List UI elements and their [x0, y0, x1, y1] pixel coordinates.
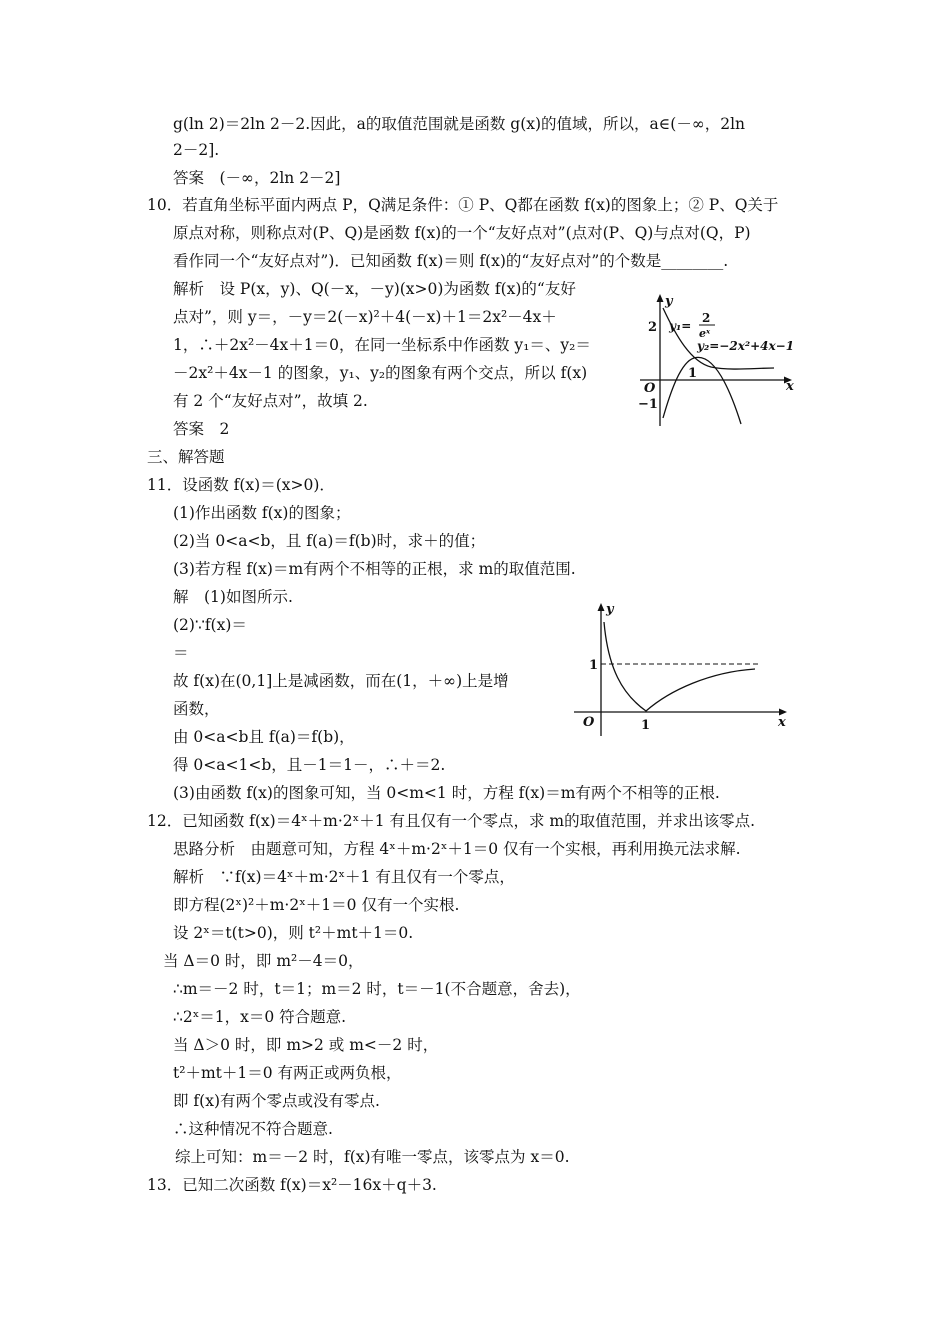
- text-line: g(ln 2)＝2ln 2－2.因此，a的取值范围就是函数 g(x)的值域，所以，a∈(－∞，2ln: [173, 115, 746, 133]
- text-line: 看作同一个“友好点对”)．已知函数 f(x)＝则 f(x)的“友好点对”的个数是________.: [173, 252, 729, 270]
- text-line: 2－2].: [173, 141, 220, 159]
- x-axis-label: x: [786, 379, 794, 394]
- curve-f: [604, 622, 755, 711]
- text-line: 有 2 个“友好点对”，故填 2.: [173, 392, 368, 410]
- origin-label: O: [583, 715, 595, 730]
- label-y2: y₂=−2x²+4x−1: [697, 339, 795, 353]
- text-line: (3)由函数 f(x)的图象可知，当 0<m<1 时，方程 f(x)＝m有两个不相等的正根.: [173, 784, 720, 802]
- text-line: 即方程(2ˣ)²＋m·2ˣ＋1＝0 仅有一个实根.: [173, 896, 460, 914]
- text-line: 综上可知：m＝－2 时，f(x)有唯一零点，该零点为 x＝0.: [175, 1148, 570, 1166]
- text-line: (2)当 0<a<b，且 f(a)＝f(b)时，求＋的值；: [173, 532, 486, 550]
- text-line: ＝: [173, 644, 189, 662]
- x-axis-label: x: [778, 715, 786, 730]
- figure-problem-11: [570, 598, 795, 738]
- origin-label: O: [644, 381, 656, 396]
- text-line: (2)∵f(x)＝: [173, 616, 247, 634]
- text-line: 10．若直角坐标平面内两点 P，Q满足条件：① P、Q都在函数 f(x)的图象上；② P、Q关于: [147, 196, 779, 214]
- label-y1-numerator: 2: [702, 311, 711, 325]
- text-line: ∴2ˣ＝1，x＝0 符合题意.: [173, 1008, 347, 1026]
- tick-y-minus1: −1: [638, 397, 658, 412]
- text-line: 由 0<a<b且 f(a)＝f(b)，: [173, 728, 355, 746]
- text-line: 设 2ˣ＝t(t>0)，则 t²＋mt＋1＝0.: [173, 924, 414, 942]
- tick-x-1: 1: [641, 718, 651, 733]
- y-axis-arrow: [657, 294, 664, 302]
- text-line: 三、解答题: [147, 448, 225, 466]
- text-line: 函数，: [173, 700, 220, 718]
- text-line: 当 Δ＝0 时，即 m²－4＝0，: [163, 952, 364, 970]
- y-axis-arrow: [598, 603, 605, 611]
- text-line: 得 0<a<1<b，且－1＝1－，∴＋＝2.: [173, 756, 446, 774]
- tick-x-1: 1: [688, 366, 698, 381]
- y-axis-label: y: [665, 294, 673, 309]
- text-line: 原点对称，则称点对(P、Q)是函数 f(x)的一个“友好点对”(点对(P、Q)与点对(Q，P): [173, 224, 751, 242]
- text-line: 思路分析 由题意可知，方程 4ˣ＋m·2ˣ＋1＝0 仅有一个实根，再利用换元法求解.: [173, 840, 741, 858]
- text-line: ∴m＝－2 时，t＝1；m＝2 时，t＝－1(不合题意，舍去)，: [173, 980, 581, 998]
- text-line: 12．已知函数 f(x)＝4ˣ＋m·2ˣ＋1 有且仅有一个零点，求 m的取值范围，并求出该零点.: [147, 812, 756, 830]
- text-line: t²＋mt＋1＝0 有两正或两负根，: [173, 1064, 402, 1082]
- text-line: 即 f(x)有两个零点或没有零点.: [173, 1092, 380, 1110]
- text-line: 11．设函数 f(x)＝(x>0)．: [147, 476, 335, 494]
- text-line: －2x²＋4x－1 的图象，y₁、y₂的图象有两个交点，所以 f(x): [173, 364, 588, 382]
- text-line: ∴这种情况不符合题意.: [173, 1120, 333, 1138]
- label-y1: y₁=: [669, 319, 692, 333]
- text-line: 解析 设 P(x，y)、Q(－x，－y)(x>0)为函数 f(x)的“友好: [173, 280, 576, 298]
- text-line: 故 f(x)在(0,1]上是减函数，而在(1，＋∞)上是增: [173, 672, 509, 690]
- y-axis-label: y: [606, 602, 614, 617]
- text-line: 1，∴＋2x²－4x＋1＝0，在同一坐标系中作函数 y₁＝、y₂＝: [173, 336, 591, 354]
- text-line: 13．已知二次函数 f(x)＝x²－16x＋q＋3.: [147, 1176, 437, 1194]
- text-line: 点对”，则 y＝，－y＝2(－x)²＋4(－x)＋1＝2x²－4x＋: [173, 308, 557, 326]
- text-line: (1)作出函数 f(x)的图象；: [173, 504, 351, 522]
- text-line: (3)若方程 f(x)＝m有两个不相等的正根，求 m的取值范围.: [173, 560, 576, 578]
- text-line: 解析 ∵f(x)＝4ˣ＋m·2ˣ＋1 有且仅有一个零点，: [173, 868, 515, 886]
- text-line: 答案 2: [173, 420, 230, 438]
- tick-y-1: 1: [589, 658, 599, 673]
- label-y1-denominator: eˣ: [699, 327, 711, 340]
- tick-y-2: 2: [648, 320, 658, 335]
- text-line: 当 Δ＞0 时，即 m>2 或 m<－2 时，: [173, 1036, 439, 1054]
- figure-friendly-points: [636, 290, 816, 430]
- curve-y2: [663, 357, 741, 424]
- text-line: 答案 (－∞，2ln 2－2]: [173, 169, 341, 187]
- text-line: 解 (1)如图所示.: [173, 588, 293, 606]
